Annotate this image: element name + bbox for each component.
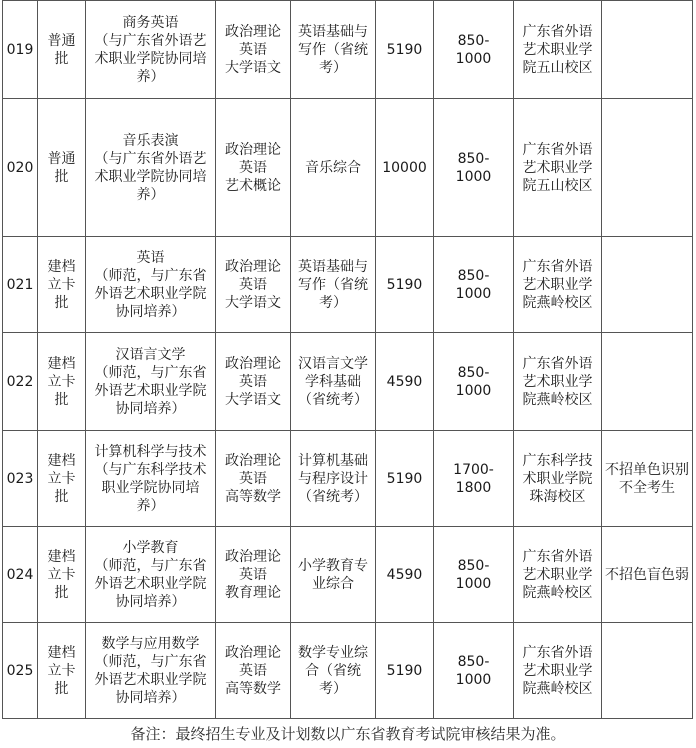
cell-score-range-line: 850-	[457, 653, 490, 670]
cell-major-line: 协同培养）	[115, 689, 186, 706]
cell-code: 020	[3, 99, 38, 237]
cell-campus-line: 艺术职业学	[522, 662, 593, 679]
cell-major	[86, 1, 216, 99]
cell-code: 022	[3, 333, 38, 431]
cell-campus	[514, 333, 602, 431]
cell-batch	[38, 237, 86, 333]
table-row	[3, 237, 693, 333]
cell-campus-line: 广东省外语	[522, 23, 593, 40]
cell-batch-line: 批	[54, 488, 69, 505]
cell-exams-line: 政治理论	[225, 548, 281, 565]
cell-remark-line: 不招色盲色弱	[605, 566, 689, 583]
cell-score-range-line: 1000	[455, 168, 492, 185]
cell-campus-line: 广东省外语	[522, 258, 593, 275]
cell-campus-line: 院五山校区	[522, 177, 593, 194]
cell-exams-line: 大学语文	[225, 294, 281, 311]
cell-batch	[38, 1, 86, 99]
cell-batch-line: 批	[54, 50, 69, 67]
cell-professional-exam-line: 小学教育专	[298, 557, 368, 574]
cell-remark	[602, 333, 693, 431]
cell-major-line: 养）	[136, 186, 165, 203]
cell-campus	[514, 237, 602, 333]
cell-professional-exam-line: 业综合	[312, 575, 354, 592]
cell-score-range-line: 1800	[455, 479, 492, 496]
cell-exams-line: 英语	[239, 41, 267, 58]
table-row	[3, 527, 693, 623]
cell-campus	[514, 1, 602, 99]
cell-major	[86, 333, 216, 431]
cell-exams-line: 艺术概论	[225, 177, 281, 194]
cell-score-range-line: 850-	[457, 364, 490, 381]
cell-tuition: 10000	[376, 99, 434, 237]
cell-batch-line: 批	[54, 294, 69, 311]
cell-batch-line: 普通	[47, 32, 76, 49]
cell-tuition: 4590	[376, 527, 434, 623]
cell-major-line: 小学教育	[122, 539, 179, 556]
cell-batch-line: 批	[54, 584, 69, 601]
cell-major-line: 外语艺术职业学院	[94, 382, 207, 399]
cell-score-range-line: 1700-	[453, 461, 494, 478]
cell-major	[86, 431, 216, 527]
cell-exams-line: 政治理论	[225, 23, 281, 40]
cell-professional-exam-line: 与程序设计	[298, 470, 368, 487]
cell-professional-exam-line: 合（省统	[305, 662, 361, 679]
cell-remark	[602, 527, 693, 623]
cell-remark-line: 不全考生	[619, 479, 675, 496]
cell-batch	[38, 333, 86, 431]
cell-professional-exam-line: 学科基础	[305, 373, 361, 390]
cell-major-line: 养）	[136, 68, 165, 85]
cell-major-line: （师范，与广东省	[94, 557, 207, 574]
cell-major-line: （师范，与广东省	[94, 267, 207, 284]
cell-professional-exam	[291, 333, 376, 431]
cell-campus-line: 院五山校区	[522, 59, 593, 76]
cell-exams-line: 英语	[239, 662, 267, 679]
cell-major	[86, 237, 216, 333]
cell-campus-line: 艺术职业学	[522, 373, 593, 390]
cell-major-line: 协同培养）	[115, 303, 186, 320]
cell-major-line: （师范，与广东省	[94, 364, 207, 381]
cell-professional-exam-line: 写作（省统	[298, 41, 368, 58]
cell-batch-line: 建档	[47, 452, 76, 469]
cell-major-line: 协同培养）	[115, 593, 186, 610]
cell-campus	[514, 527, 602, 623]
table-body	[3, 1, 693, 719]
cell-professional-exam-line: 汉语言文学	[298, 355, 368, 372]
cell-remark	[602, 431, 693, 527]
cell-major-line: 外语艺术职业学院	[94, 671, 207, 688]
cell-batch	[38, 623, 86, 719]
cell-campus	[514, 99, 602, 237]
cell-batch-line: 普通	[47, 150, 76, 167]
cell-batch-line: 批	[54, 391, 69, 408]
cell-campus	[514, 431, 602, 527]
cell-remark	[602, 623, 693, 719]
cell-score-range	[434, 333, 514, 431]
cell-batch-line: 建档	[47, 548, 76, 565]
cell-major	[86, 527, 216, 623]
cell-exams-line: 高等数学	[225, 680, 281, 697]
cell-score-range	[434, 431, 514, 527]
cell-score-range	[434, 623, 514, 719]
cell-batch-line: 立卡	[47, 373, 76, 390]
cell-campus-line: 广东省外语	[522, 548, 593, 565]
cell-batch	[38, 431, 86, 527]
table-row	[3, 333, 693, 431]
cell-professional-exam-line: 写作（省统	[298, 276, 368, 293]
cell-professional-exam-line: 计算机基础	[298, 452, 368, 469]
cell-campus-line: 广东省外语	[522, 644, 593, 661]
cell-batch-line: 立卡	[47, 470, 76, 487]
cell-score-range-line: 1000	[455, 285, 492, 302]
cell-major-line: 外语艺术职业学院	[94, 575, 207, 592]
cell-exams-line: 英语	[239, 373, 267, 390]
cell-professional-exam	[291, 99, 376, 237]
cell-exams-line: 政治理论	[225, 644, 281, 661]
cell-tuition: 5190	[376, 431, 434, 527]
cell-major-line: 汉语言文学	[115, 346, 186, 363]
cell-major-line: 职业学院协同培	[101, 479, 200, 496]
cell-campus-line: 院燕岭校区	[522, 294, 593, 311]
cell-batch-line: 批	[54, 680, 69, 697]
cell-batch	[38, 527, 86, 623]
cell-professional-exam-line: 英语基础与	[298, 258, 368, 275]
cell-major-line: （与广东省外语艺	[94, 150, 207, 167]
cell-professional-exam-line: 考）	[319, 294, 347, 311]
cell-major-line: 计算机科学与技术	[94, 443, 207, 460]
cell-major	[86, 623, 216, 719]
cell-score-range-line: 1000	[455, 50, 492, 67]
table-row	[3, 623, 693, 719]
cell-major-line: （与广东科学技术	[94, 461, 207, 478]
cell-professional-exam-line: 数学专业综	[298, 644, 368, 661]
cell-professional-exam-line: （省统考）	[298, 391, 368, 408]
cell-campus-line: 艺术职业学	[522, 276, 593, 293]
cell-campus-line: 广东省外语	[522, 141, 593, 158]
cell-score-range-line: 1000	[455, 575, 492, 592]
cell-major-line: 数学与应用数学	[101, 635, 200, 652]
cell-remark	[602, 237, 693, 333]
cell-exams	[216, 237, 291, 333]
cell-code: 025	[3, 623, 38, 719]
cell-remark	[602, 1, 693, 99]
footnote: 备注：最终招生专业及计划数以广东省教育考试院审核结果为准。	[130, 725, 566, 743]
cell-major-line: 音乐表演	[122, 132, 179, 149]
cell-tuition: 4590	[376, 333, 434, 431]
cell-score-range-line: 850-	[457, 557, 490, 574]
cell-exams-line: 高等数学	[225, 488, 281, 505]
table-row	[3, 99, 693, 237]
cell-batch-line: 建档	[47, 258, 76, 275]
cell-professional-exam	[291, 1, 376, 99]
cell-exams	[216, 1, 291, 99]
cell-score-range	[434, 1, 514, 99]
table-row	[3, 1, 693, 99]
cell-campus	[514, 623, 602, 719]
cell-tuition: 5190	[376, 623, 434, 719]
cell-exams-line: 大学语文	[225, 59, 281, 76]
cell-batch-line: 批	[54, 168, 69, 185]
cell-major-line: 养）	[136, 497, 165, 514]
cell-campus-line: 艺术职业学	[522, 159, 593, 176]
cell-major-line: 外语艺术职业学院	[94, 285, 207, 302]
cell-batch-line: 建档	[47, 355, 76, 372]
cell-code: 019	[3, 1, 38, 99]
cell-batch-line: 立卡	[47, 662, 76, 679]
cell-exams	[216, 527, 291, 623]
cell-exams	[216, 99, 291, 237]
cell-score-range	[434, 99, 514, 237]
cell-campus-line: 广东科学技	[522, 452, 593, 469]
cell-batch	[38, 99, 86, 237]
cell-exams-line: 英语	[239, 276, 267, 293]
cell-professional-exam-line: 考）	[319, 59, 347, 76]
cell-professional-exam-line: （省统考）	[298, 488, 368, 505]
cell-score-range-line: 850-	[457, 32, 490, 49]
cell-campus-line: 珠海校区	[529, 488, 586, 505]
cell-exams	[216, 431, 291, 527]
cell-exams-line: 大学语文	[225, 391, 281, 408]
cell-major-line: 术职业学院协同培	[94, 168, 207, 185]
cell-exams	[216, 333, 291, 431]
cell-remark	[602, 99, 693, 237]
cell-code: 023	[3, 431, 38, 527]
cell-major-line: 商务英语	[122, 14, 179, 31]
cell-major-line: 英语	[136, 249, 165, 266]
cell-campus-line: 院燕岭校区	[522, 584, 593, 601]
cell-campus-line: 艺术职业学	[522, 566, 593, 583]
cell-code: 024	[3, 527, 38, 623]
cell-code: 021	[3, 237, 38, 333]
cell-score-range	[434, 527, 514, 623]
cell-score-range-line: 850-	[457, 150, 490, 167]
cell-campus-line: 术职业学院	[522, 470, 593, 487]
cell-exams	[216, 623, 291, 719]
cell-exams-line: 英语	[239, 566, 267, 583]
cell-major-line: 术职业学院协同培	[94, 50, 207, 67]
enrollment-plan-table	[2, 0, 693, 719]
cell-score-range-line: 850-	[457, 267, 490, 284]
cell-professional-exam-line: 英语基础与	[298, 23, 368, 40]
cell-major-line: 协同培养）	[115, 400, 186, 417]
cell-score-range-line: 1000	[455, 382, 492, 399]
cell-professional-exam	[291, 431, 376, 527]
cell-batch-line: 立卡	[47, 566, 76, 583]
cell-exams-line: 政治理论	[225, 355, 281, 372]
cell-professional-exam-line: 考）	[319, 680, 347, 697]
cell-score-range-line: 1000	[455, 671, 492, 688]
cell-exams-line: 英语	[239, 159, 267, 176]
cell-batch-line: 建档	[47, 644, 76, 661]
cell-campus-line: 院燕岭校区	[522, 680, 593, 697]
cell-professional-exam-line: 音乐综合	[305, 159, 361, 176]
cell-exams-line: 英语	[239, 470, 267, 487]
cell-score-range	[434, 237, 514, 333]
cell-campus-line: 院燕岭校区	[522, 391, 593, 408]
cell-exams-line: 政治理论	[225, 452, 281, 469]
cell-batch-line: 立卡	[47, 276, 76, 293]
cell-exams-line: 教育理论	[225, 584, 281, 601]
table-row	[3, 431, 693, 527]
cell-tuition: 5190	[376, 1, 434, 99]
cell-major-line: （师范，与广东省	[94, 653, 207, 670]
cell-major-line: （与广东省外语艺	[94, 32, 207, 49]
cell-professional-exam	[291, 527, 376, 623]
cell-campus-line: 艺术职业学	[522, 41, 593, 58]
cell-professional-exam	[291, 237, 376, 333]
cell-major	[86, 99, 216, 237]
cell-exams-line: 政治理论	[225, 141, 281, 158]
cell-remark-line: 不招单色识别	[605, 461, 689, 478]
cell-campus-line: 广东省外语	[522, 355, 593, 372]
cell-tuition: 5190	[376, 237, 434, 333]
cell-exams-line: 政治理论	[225, 258, 281, 275]
cell-professional-exam	[291, 623, 376, 719]
